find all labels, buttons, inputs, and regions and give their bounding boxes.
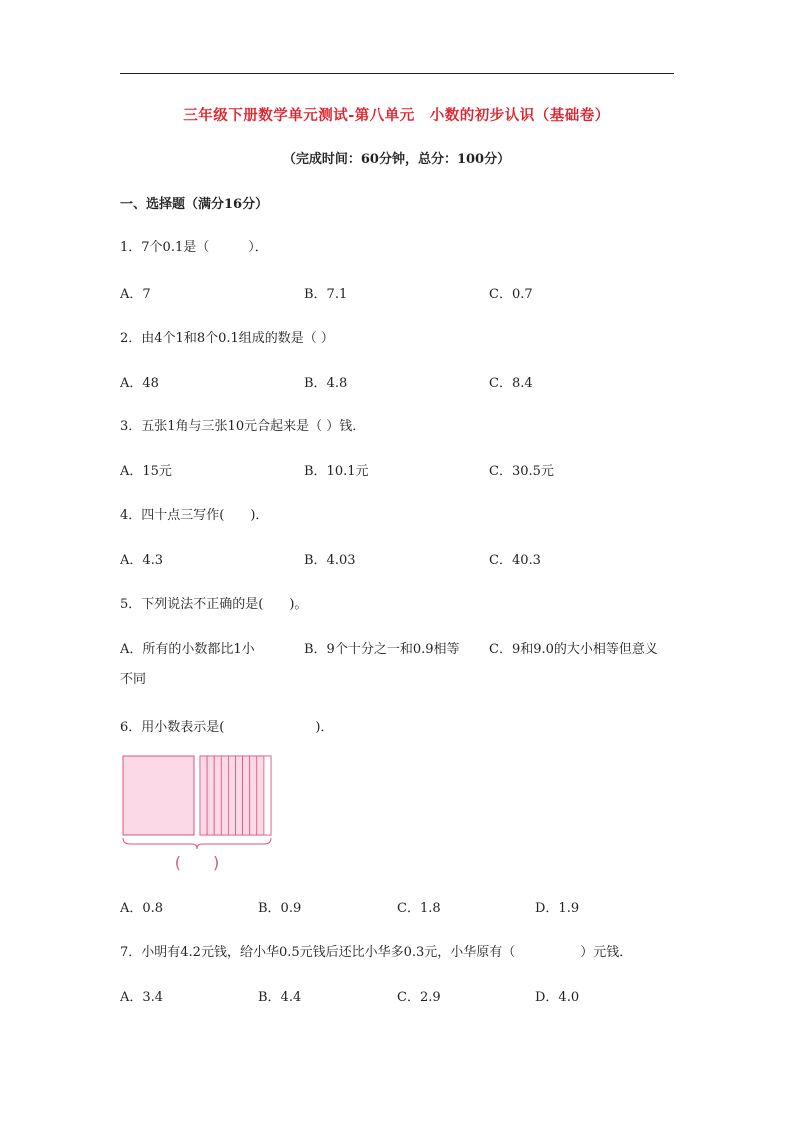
tenths-strips: [200, 756, 271, 835]
question-6-stem: 6．用小数表示是( )．: [120, 720, 334, 735]
brace: [123, 838, 271, 849]
question-3-option-b[interactable]: B．10.1元: [304, 464, 369, 479]
question-7-stem: 7．小明有4.2元钱，给小华0.5元钱后还比小华多0.3元，小华原有（ ）元钱．: [120, 945, 633, 960]
whole-square: [123, 756, 194, 835]
question-5-option-a[interactable]: A．所有的小数都比1小: [120, 642, 255, 657]
page-subtitle: （完成时间：60分钟，总分：100分）: [282, 152, 511, 167]
question-6-option-c[interactable]: C．1.8: [397, 901, 441, 916]
question-4-option-a[interactable]: A．4.3: [120, 553, 164, 568]
filled-tenth-strip: [207, 756, 214, 835]
question-4-stem: 4．四十点三写作( )．: [120, 508, 269, 523]
question-5-option-b[interactable]: B．9个十分之一和0.9相等: [304, 642, 460, 657]
question-5-stem: 5．下列说法不正确的是( )。: [120, 597, 308, 612]
question-6-option-b[interactable]: B．0.9: [258, 901, 302, 916]
question-2-stem: 2．由4个1和8个0.1组成的数是（ ）: [120, 331, 334, 346]
filled-tenth-strip: [250, 756, 257, 835]
question-5-option-c-continuation: 不同: [120, 672, 147, 687]
question-6-option-d[interactable]: D．1.9: [535, 901, 580, 916]
question-4-option-b[interactable]: B．4.03: [304, 553, 356, 568]
question-1-option-c[interactable]: C．0.7: [489, 287, 533, 302]
question-2-option-b[interactable]: B．4.8: [304, 376, 348, 391]
question-6-option-a[interactable]: A．0.8: [120, 901, 164, 916]
question-2-option-c[interactable]: C．8.4: [489, 376, 533, 391]
question-4-option-c[interactable]: C．40.3: [489, 553, 541, 568]
question-1-option-a[interactable]: A．7: [120, 287, 151, 302]
section-heading: 一、选择题（满分16分）: [120, 197, 269, 212]
page-title: 三年级下册数学单元测试-第八单元 小数的初步认识（基础卷）: [183, 107, 610, 124]
question-1-option-b[interactable]: B．7.1: [304, 287, 348, 302]
question-7-option-a[interactable]: A．3.4: [120, 990, 164, 1005]
question-3-option-a[interactable]: A．15元: [120, 464, 172, 479]
question-7-option-d[interactable]: D．4.0: [535, 990, 580, 1005]
filled-tenth-strip: [243, 756, 250, 835]
filled-tenth-strip: [214, 756, 221, 835]
question-3-option-c[interactable]: C．30.5元: [489, 464, 554, 479]
question-5-option-c[interactable]: C．9和9.0的大小相等但意义: [489, 642, 658, 657]
filled-tenth-strip: [200, 756, 207, 835]
filled-tenth-strip: [257, 756, 264, 835]
figure-answer-blank: ( ): [174, 853, 220, 872]
question-7-option-c[interactable]: C．2.9: [397, 990, 441, 1005]
decimal-grid-figure: [118, 752, 278, 874]
header-rule: [120, 73, 674, 74]
empty-tenth-strip: [264, 756, 271, 835]
filled-tenth-strip: [236, 756, 243, 835]
question-1-stem: 1．7个0.1是（ ）．: [120, 240, 268, 255]
question-2-option-a[interactable]: A．48: [120, 376, 159, 391]
question-3-stem: 3．五张1角与三张10元合起来是（ ）钱．: [120, 419, 366, 434]
filled-tenth-strip: [221, 756, 228, 835]
filled-tenth-strip: [228, 756, 235, 835]
question-7-option-b[interactable]: B．4.4: [258, 990, 302, 1005]
